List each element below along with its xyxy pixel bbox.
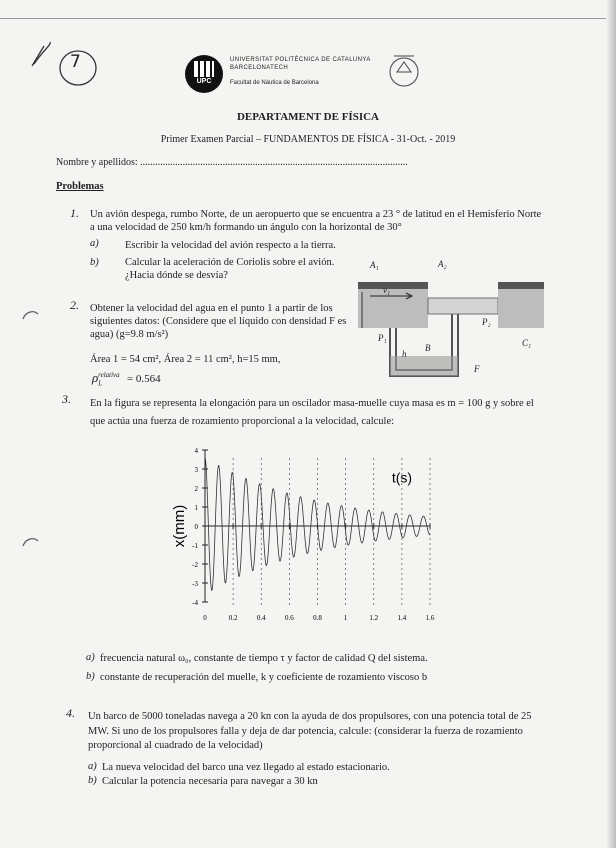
problem1-line1: Un avión despega, rumbo Norte, de un aeropuerto que se encuentra a 23 ° de latitud en el Hemisferio Norte xyxy=(90,209,542,220)
label-a2: A₂ xyxy=(438,259,447,269)
label-v1: v₁ xyxy=(383,285,391,295)
problem3-b-label: b) xyxy=(86,671,95,682)
problem4-line3: proporcional al cuadrado de la velocidad) xyxy=(88,740,263,751)
y-tick-label: -3 xyxy=(192,580,198,588)
label-p2: P₂ xyxy=(482,317,491,327)
y-tick-label: 1 xyxy=(194,504,198,512)
problem1-a-label: a) xyxy=(90,238,99,249)
name-field[interactable]: Nombre y apellidos: ........................................................................................................... xyxy=(56,157,408,168)
x-tick-label: 0 xyxy=(203,614,207,622)
pipe-wall-top xyxy=(358,282,428,289)
university-subname: BARCELONATECH xyxy=(230,65,289,71)
pipe-narrow xyxy=(428,298,498,314)
x-tick-label: 0.6 xyxy=(285,614,294,622)
label-c1: C₁ xyxy=(522,338,532,348)
section-title: Problemas xyxy=(56,181,104,192)
label-h: h xyxy=(402,349,407,359)
problem4-line1: Un barco de 5000 toneladas navega a 20 kn con la ayuda de dos propulsores, con una potencia total de 25 xyxy=(88,711,532,722)
problem1-line2: a una velocidad de 250 km/h formando un ángulo con la horizontal de 30° xyxy=(90,222,402,233)
y-tick-label: 0 xyxy=(194,523,198,531)
problem4-b-label: b) xyxy=(88,775,97,786)
logo-grid-icon xyxy=(194,61,214,77)
y-axis-label: x(mm) xyxy=(171,504,188,548)
problem1-a-text: Escribir la velocidad del avión respecto a la tierra. xyxy=(125,240,336,251)
x-tick-label: 0.4 xyxy=(256,614,266,622)
rho-value: = 0.564 xyxy=(126,373,161,385)
problem3-line1: En la figura se representa la elongación para un oscilador masa-muelle cuya masa es m = 100 g y sobre el xyxy=(90,398,534,409)
problem2-line2: siguientes datos: (Considere que el líquido con densidad F es xyxy=(90,316,347,327)
x-tick-label: 1.4 xyxy=(397,614,407,622)
manometer-liquid xyxy=(390,356,458,376)
x-tick-label: 1.2 xyxy=(369,614,379,622)
y-tick-label: 2 xyxy=(194,485,198,493)
damped-oscillation-chart xyxy=(160,436,450,636)
problem2-number: 2. xyxy=(70,298,79,312)
problem3-line2: que actúa una fuerza de rozamiento proporcional a la velocidad, calcule: xyxy=(90,416,395,427)
problem1-b-text2: ¿Hacia dónde se desvía? xyxy=(125,270,228,281)
label-b: B xyxy=(425,343,431,353)
x-tick-label: 0.8 xyxy=(313,614,322,622)
problem4-number: 4. xyxy=(66,706,75,720)
department-title: DEPARTAMENT DE FÍSICA xyxy=(236,111,380,123)
upc-logo xyxy=(185,55,223,93)
y-tick-label: -2 xyxy=(192,561,198,569)
punch-hole-icon xyxy=(20,532,42,554)
pipe-wall-top-right xyxy=(498,282,544,289)
problem4-b-text: Calcular la potencia necesaria para navegar a 30 kn xyxy=(102,776,318,787)
x-tick-label: 0.2 xyxy=(228,614,238,622)
problem3-b-text: constante de recuperación del muelle, k y coeficiente de rozamiento viscoso b xyxy=(100,672,428,683)
rho-sup: relativa xyxy=(98,370,120,379)
faculty-seal-icon xyxy=(387,48,421,92)
x-tick-label: 1.6 xyxy=(425,614,435,622)
y-tick-label: -4 xyxy=(192,599,198,607)
handwritten-number: 7 xyxy=(70,52,81,72)
problem1-number: 1. xyxy=(70,206,79,220)
y-tick-label: 4 xyxy=(194,447,198,455)
y-tick-label: -1 xyxy=(192,542,198,550)
label-p1: P₁ xyxy=(378,333,387,343)
problem1-b-label: b) xyxy=(90,257,99,268)
problem4-line2: MW. Si uno de los propulsores falla y deja de dar potencia, calcule: (considerar la fuerza de rozamiento xyxy=(88,726,523,737)
y-tick-label: 3 xyxy=(194,466,198,474)
x-axis-label: t(s) xyxy=(391,469,413,486)
x-tick-label: 1 xyxy=(343,614,348,622)
label-a1: A₁ xyxy=(370,260,379,270)
label-f: F xyxy=(474,364,480,374)
problem3-a-text: frecuencia natural ω₀, constante de tiempo τ y factor de calidad Q del sistema. xyxy=(100,653,428,664)
exam-line: Primer Examen Parcial – FUNDAMENTOS DE FÍSICA - 31-Oct. - 2019 xyxy=(160,134,456,145)
problem2-areas: Área 1 = 54 cm², Área 2 = 11 cm², h=15 mm, xyxy=(90,354,281,365)
rho-sub: L xyxy=(98,379,103,388)
problem4-a-text: La nueva velocidad del barco una vez llegado al estado estacionario. xyxy=(102,762,390,773)
rho-formula xyxy=(92,370,161,388)
university-name: UNIVERSITAT POLITÈCNICA DE CATALUNYA xyxy=(230,57,371,63)
faculty-name: Facultat de Nàutica de Barcelona xyxy=(230,80,319,86)
scan-edge-line xyxy=(0,18,616,19)
problem2-line3: agua) (g=9.8 m/s²) xyxy=(90,329,169,340)
problem1-b-text1: Calcular la aceleración de Coriolis sobre el avión. xyxy=(125,257,335,268)
venturi-diagram xyxy=(350,258,550,388)
handwritten-mark-icon xyxy=(22,34,102,94)
problem3-number: 3. xyxy=(62,392,71,406)
scan-edge-shadow xyxy=(606,0,616,848)
logo-text: UPC xyxy=(196,78,212,85)
problem3-a-label: a) xyxy=(86,652,95,663)
rho-symbol: ρ xyxy=(92,370,99,385)
problem4-a-label: a) xyxy=(88,761,97,772)
punch-hole-icon xyxy=(20,305,42,327)
problem2-line1: Obtener la velocidad del agua en el punto 1 a partir de los xyxy=(90,303,333,314)
